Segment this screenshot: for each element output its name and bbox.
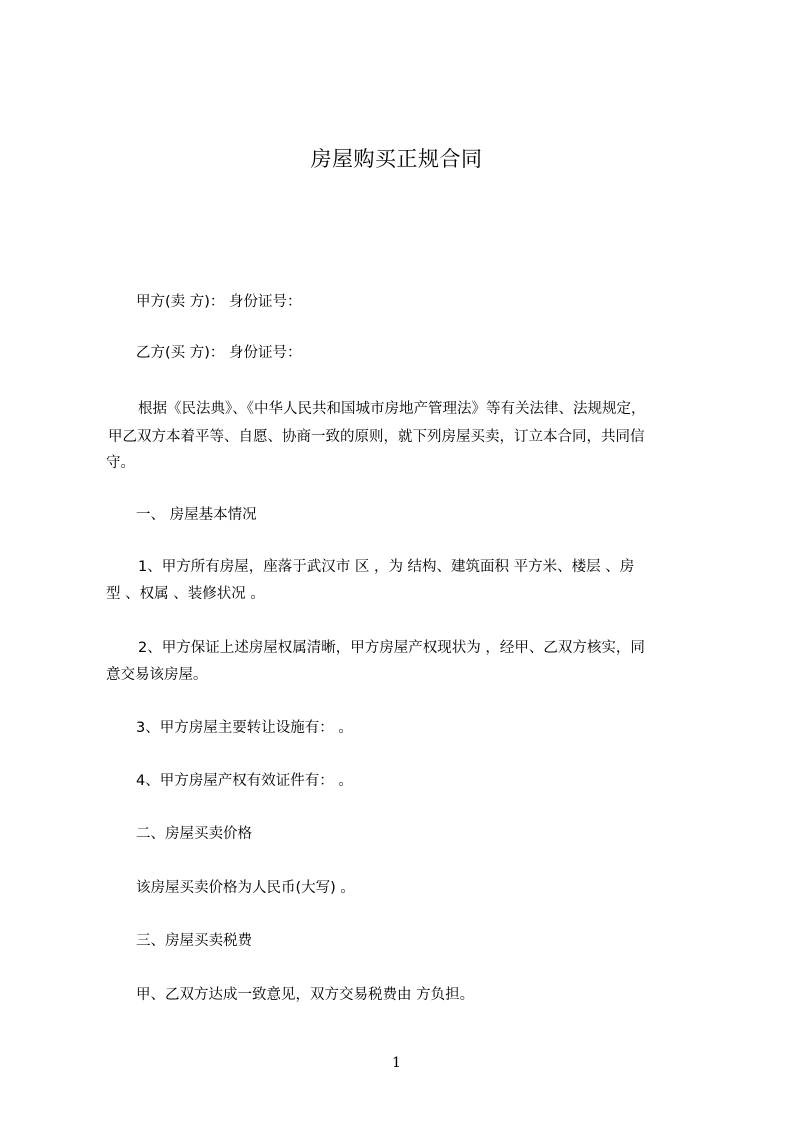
page-number: 1	[392, 1055, 401, 1071]
preamble-line-2: 甲乙双方本着平等、自愿、协商一致的原则，就下列房屋买卖，订立本合同，共同信	[108, 429, 645, 445]
section-3-text: 甲、乙双方达成一致意见，双方交易税费由 方负担。	[136, 987, 475, 1003]
clause-3: 3、甲方房屋主要转让设施有： 。	[136, 720, 353, 736]
section-2-heading: 二、房屋买卖价格	[136, 826, 252, 842]
clause-2-line-1: 2、甲方保证上述房屋权属清晰，甲方房屋产权现状为 ，经甲、乙双方核实，同	[138, 640, 645, 656]
clause-1-line-1: 1、甲方所有房屋，座落于武汉市 区 ，为 结构、建筑面积 平方米、楼层 、房	[138, 559, 635, 575]
party-b-line: 乙方(买 方)： 身份证号：	[136, 345, 302, 361]
document-title: 房屋购买正规合同	[310, 147, 483, 171]
clause-4: 4、甲方房屋产权有效证件有： 。	[136, 773, 353, 789]
section-3-heading: 三、房屋买卖税费	[136, 933, 252, 949]
section-2-text: 该房屋买卖价格为人民币(大写) 。	[136, 880, 355, 896]
preamble-line-1: 根据《民法典》、《中华人民共和国城市房地产管理法》等有关法律、法规规定，	[138, 401, 646, 417]
preamble-line-3: 守。	[106, 455, 135, 471]
section-1-heading: 一、 房屋基本情况	[136, 507, 257, 523]
clause-2-line-2: 意交易该房屋。	[106, 667, 208, 683]
party-a-line: 甲方(卖 方)： 身份证号：	[136, 294, 302, 310]
clause-1-line-2: 型 、权属 、装修状况 。	[106, 586, 265, 602]
